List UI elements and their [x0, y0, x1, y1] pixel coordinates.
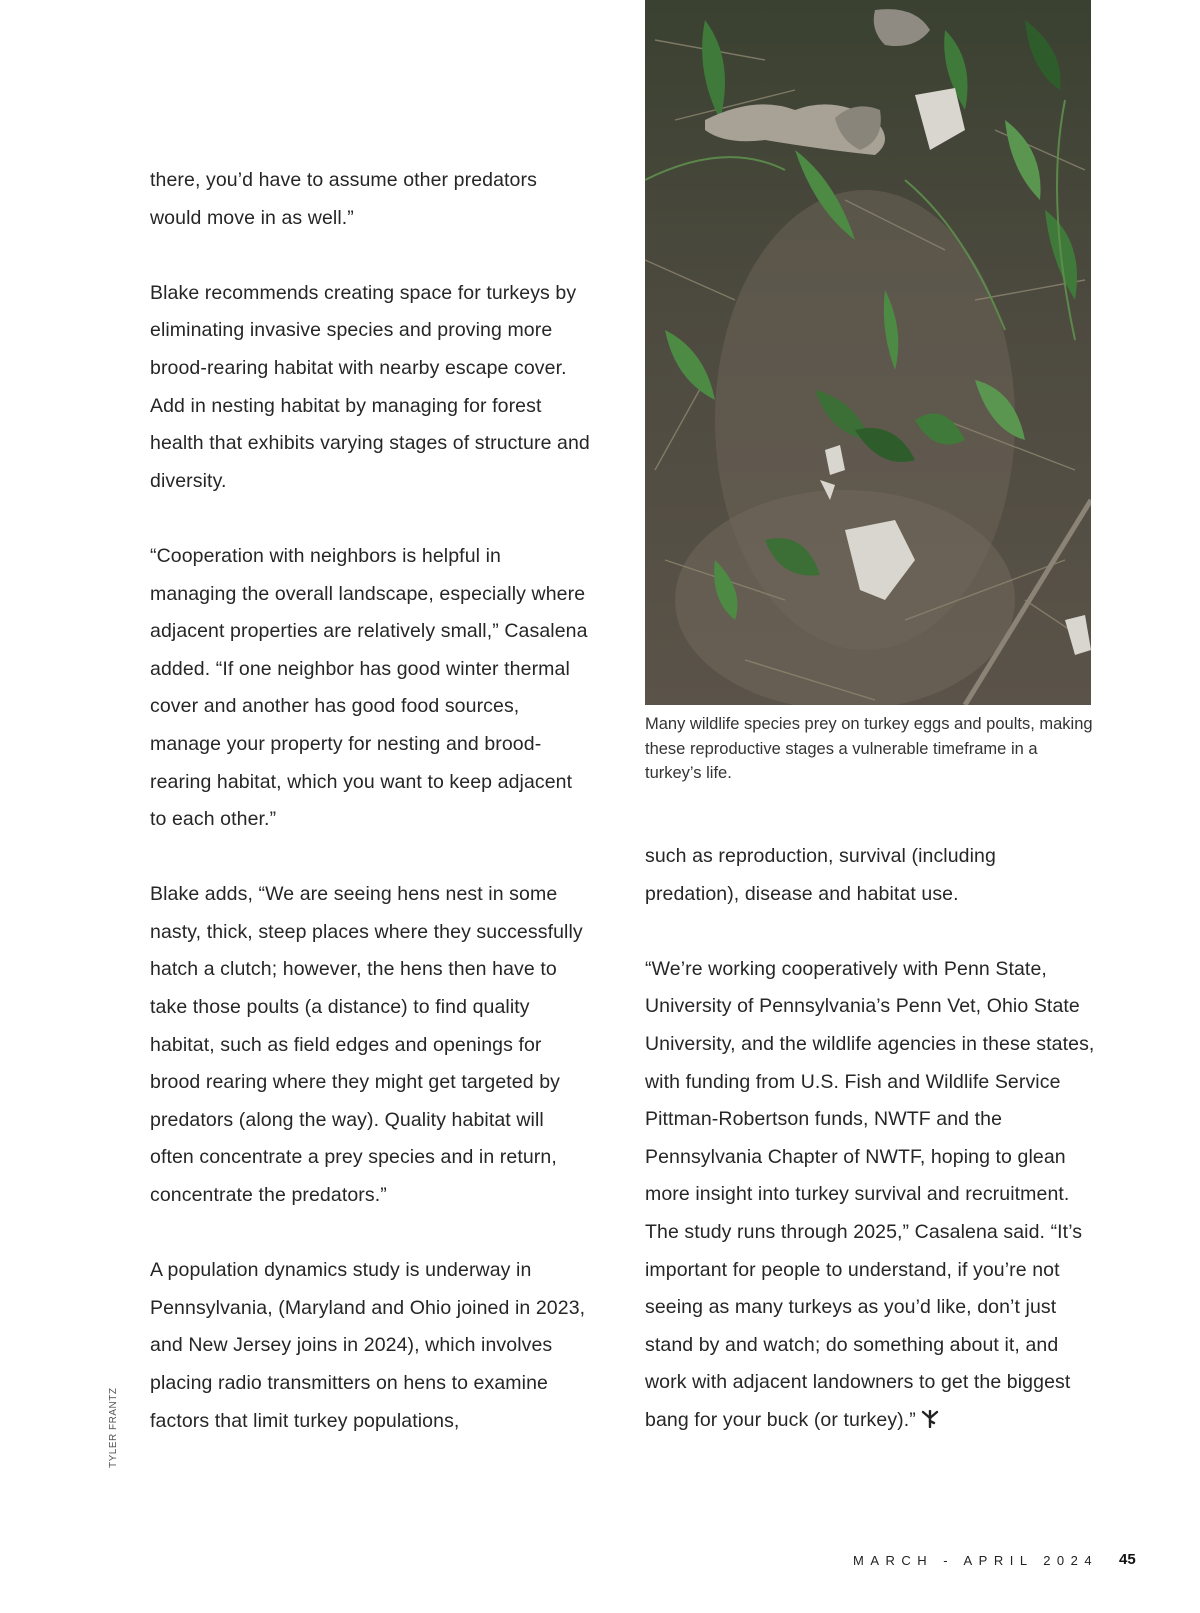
paragraph: “Cooperation with neighbors is helpful in managing the overall landscape, especially where adjacent properties are relatively small,” Casalena added. “If one neighbor has good winter thermal cover and another has good food sources, manage your property for nesting and brood-rearing habitat, which you want to keep adjacent to each other.”	[150, 544, 588, 831]
right-column	[645, 838, 1095, 1440]
page-number: 45	[1119, 1551, 1136, 1568]
paragraph-text: “We’re working cooperatively with Penn State, University of Pennsylvania’s Penn Vet, Ohio State University, and the wildlife agencies in these states, with funding from U.S. Fish and Wildlife Service Pittman-Robertson funds, NWTF and the Pennsylvania Chapter of NWTF, hoping to glean more insight into turkey survival and recruitment. The study runs through 2025,” Casalena said. “It’s important for people to understand, if you’re not seeing as many turkeys as you’d like, don’t just stand by and watch; do something about it, and work with adjacent landowners to get the biggest bang for your buck (or turkey).”	[645, 957, 1095, 1431]
left-column	[150, 162, 590, 1440]
photo-caption: Many wildlife species prey on turkey eggs and poults, making these reproductive stages a vulnerable timeframe in a turkey’s life.	[645, 715, 1093, 782]
footer-issue-date: MARCH - APRIL 2024	[853, 1553, 1099, 1568]
paragraph: such as reproduction, survival (including predation), disease and habitat use.	[645, 845, 996, 905]
photo-credit: TYLER FRANTZ	[108, 1387, 119, 1468]
turkey-track-icon	[920, 1404, 940, 1422]
paragraph: Blake recommends creating space for turkeys by eliminating invasive species and proving more brood-rearing habitat with nearby escape cover. Add in nesting habitat by managing for forest health that exhibits varying stages of structure and diversity.	[150, 281, 590, 492]
paragraph	[645, 951, 1095, 1440]
predated-nest-photo	[645, 0, 1091, 705]
paragraph: Blake adds, “We are seeing hens nest in some nasty, thick, steep places where they successfully hatch a clutch; however, the hens then have to take those poults (a distance) to find quality habitat, such as field edges and openings for brood rearing where they might get targeted by predators (along the way). Quality habitat will often concentrate a prey species and in return, concentrate the predators.”	[150, 883, 583, 1207]
paragraph: A population dynamics study is underway in Pennsylvania, (Maryland and Ohio joined in 2023, and New Jersey joins in 2024), which involves placing radio transmitters on hens to examine factors that limit turkey populations,	[150, 1259, 586, 1432]
paragraph: there, you’d have to assume other predators would move in as well.”	[150, 169, 537, 229]
